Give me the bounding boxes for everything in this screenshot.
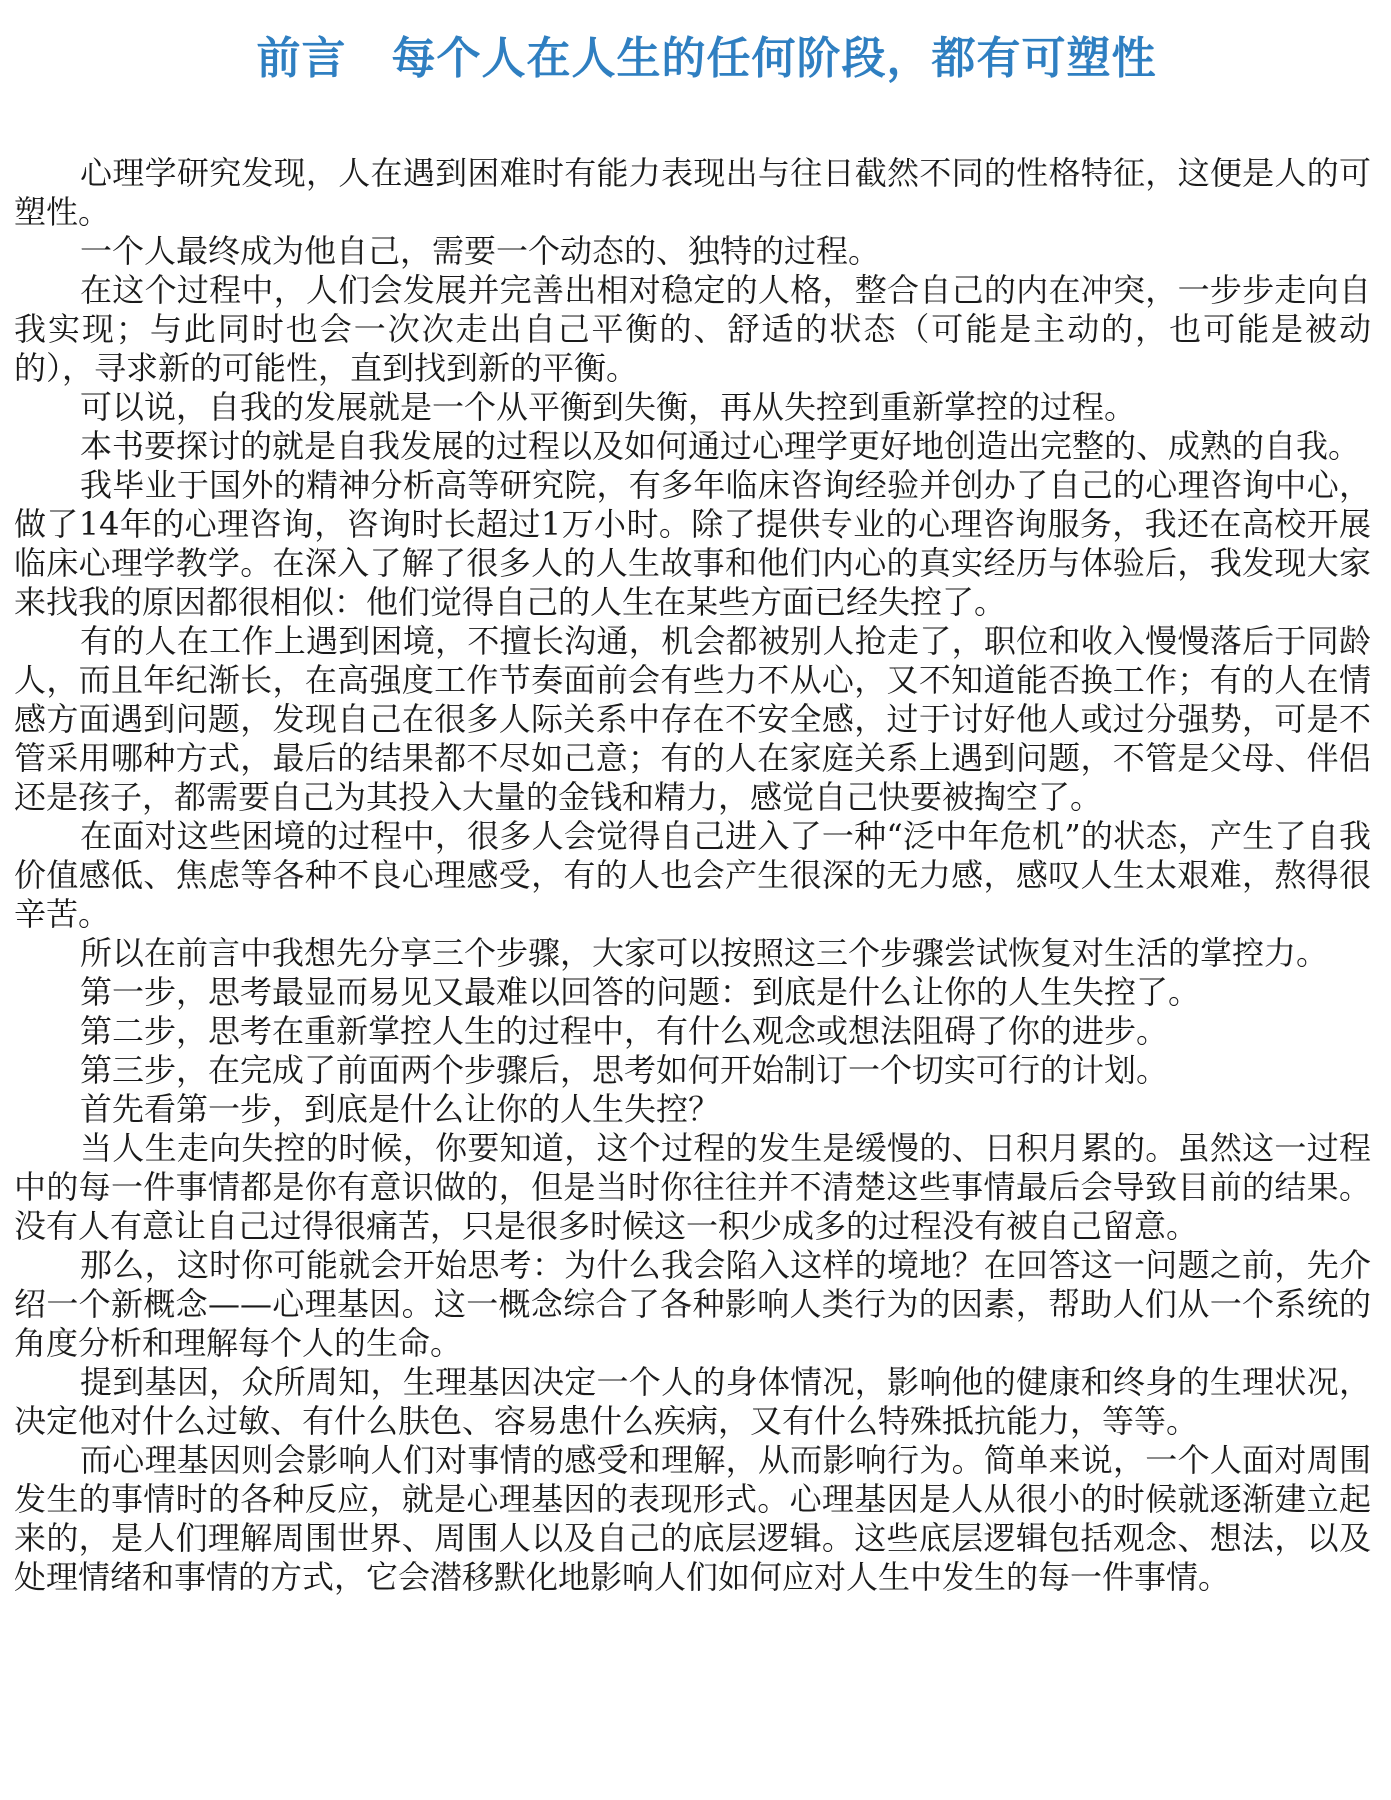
paragraph: 可以说，自我的发展就是一个从平衡到失衡，再从失控到重新掌控的过程。: [80, 388, 1137, 426]
paragraph: 有的人在工作上遇到困境，不擅长沟通，机会都被别人抢走了，职位和收入慢慢落后于同龄人，而且年纪渐长，在高强度工作节奏面前会有些力不从心，又不知道能否换工作；有的人在情感方面遇到问题，发现自己在很多人际关系中存在不安全感，过于讨好他人或过分强势，可是不管采用哪种方式，最后的结果都不尽如己意；有的人在家庭关系上遇到问题，不管是父母、伴侣还是孩子，都需要自己为其投入大量的金钱和精力，感觉自己快要被掏空了。: [14, 622, 1371, 816]
paragraph: 而心理基因则会影响人们对事情的感受和理解，从而影响行为。简单来说，一个人面对周围发生的事情时的各种反应，就是心理基因的表现形式。心理基因是人从很小的时候就逐渐建立起来的，是人们理解周围世界、周围人以及自己的底层逻辑。这些底层逻辑包括观念、想法，以及处理情绪和事情的方式，它会潜移默化地影响人们如何应对人生中发生的每一件事情。: [14, 1441, 1371, 1596]
paragraph: 第一步，思考最显而易见又最难以回答的问题：到底是什么让你的人生失控了。: [80, 973, 1201, 1011]
paragraph: 第二步，思考在重新掌控人生的过程中，有什么观念或想法阻碍了你的进步。: [80, 1012, 1169, 1050]
paragraph: 那么，这时你可能就会开始思考：为什么我会陷入这样的境地？在回答这一问题之前，先介绍一个新概念——心理基因。这一概念综合了各种影响人类行为的因素，帮助人们从一个系统的角度分析和理解每个人的生命。: [14, 1246, 1371, 1362]
paragraph: 第三步，在完成了前面两个步骤后，思考如何开始制订一个切实可行的计划。: [80, 1051, 1169, 1089]
paragraph: 心理学研究发现，人在遇到困难时有能力表现出与往日截然不同的性格特征，这便是人的可塑性。: [14, 154, 1371, 231]
paragraph: 所以在前言中我想先分享三个步骤，大家可以按照这三个步骤尝试恢复对生活的掌控力。: [80, 934, 1329, 972]
chapter-title: 前言 每个人在人生的任何阶段，都有可塑性: [256, 33, 1157, 84]
paragraph: 当人生走向失控的时候，你要知道，这个过程的发生是缓慢的、日积月累的。虽然这一过程中的每一件事情都是你有意识做的，但是当时你往往并不清楚这些事情最后会导致目前的结果。没有人有意让自己过得很痛苦，只是很多时候这一积少成多的过程没有被自己留意。: [14, 1129, 1371, 1245]
paragraph: 首先看第一步，到底是什么让你的人生失控？: [80, 1090, 721, 1128]
paragraph: 提到基因，众所周知，生理基因决定一个人的身体情况，影响他的健康和终身的生理状况，决定他对什么过敏、有什么肤色、容易患什么疾病，又有什么特殊抵抗能力，等等。: [14, 1363, 1371, 1440]
paragraph: 一个人最终成为他自己，需要一个动态的、独特的过程。: [80, 232, 881, 270]
paragraph: 在这个过程中，人们会发展并完善出相对稳定的人格，整合自己的内在冲突，一步步走向自我实现；与此同时也会一次次走出自己平衡的、舒适的状态（可能是主动的，也可能是被动的），寻求新的可能性，直到找到新的平衡。: [14, 271, 1371, 387]
paragraph: 我毕业于国外的精神分析高等研究院，有多年临床咨询经验并创办了自己的心理咨询中心，做了14年的心理咨询，咨询时长超过1万小时。除了提供专业的心理咨询服务，我还在高校开展临床心理学教学。在深入了解了很多人的人生故事和他们内心的真实经历与体验后，我发现大家来找我的原因都很相似：他们觉得自己的人生在某些方面已经失控了。: [14, 466, 1371, 621]
paragraph: 在面对这些困境的过程中，很多人会觉得自己进入了一种“泛中年危机”的状态，产生了自我价值感低、焦虑等各种不良心理感受，有的人也会产生很深的无力感，感叹人生太艰难，熬得很辛苦。: [14, 817, 1371, 933]
paragraph: 本书要探讨的就是自我发展的过程以及如何通过心理学更好地创造出完整的、成熟的自我。: [80, 427, 1361, 465]
body-text: [14, 154, 1371, 1597]
